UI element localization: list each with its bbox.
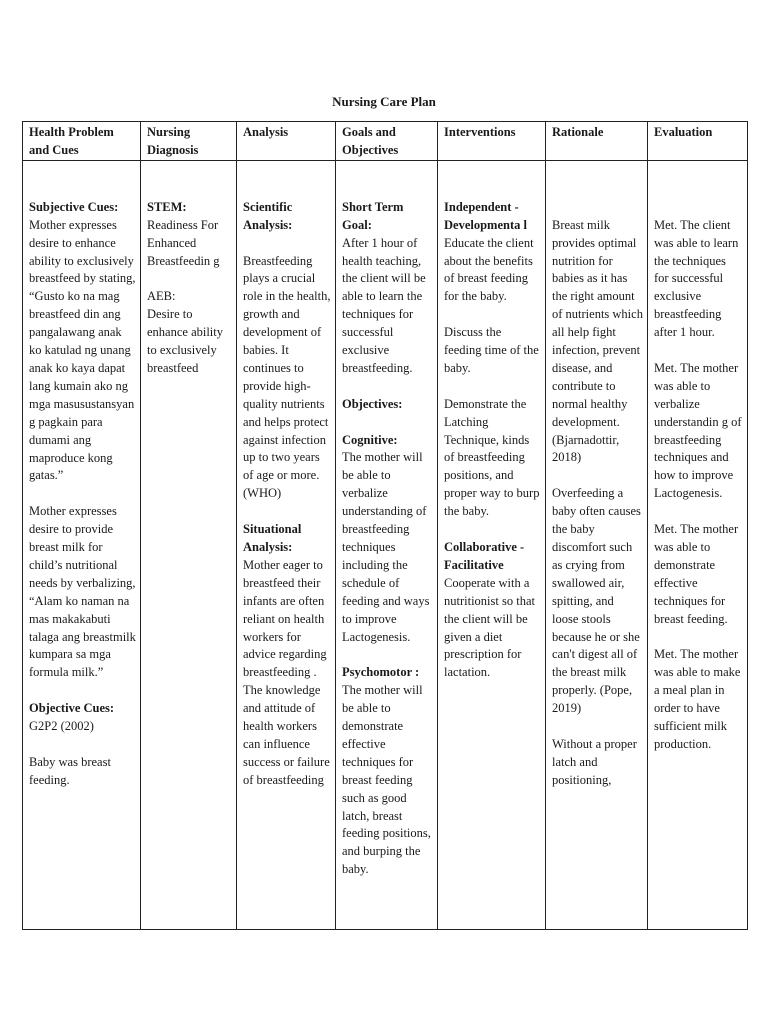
header-nursing-diagnosis: Nursing Diagnosis: [141, 122, 237, 161]
rationale-1: Breast milk provides optimal nutrition for babies as it has the right amount of nutrients which all help fight infection, prevent disease, and contribute to normal healthy development. (Bjarnadottir, 2018): [552, 217, 647, 465]
aeb-label: AEB:: [147, 289, 176, 304]
psychomotor-heading: Psychomotor :: [342, 665, 420, 680]
short-term-goal-text: After 1 hour of health teaching, the client will be able to learn the techniques for successful exclusive breastfeeding.: [342, 235, 429, 375]
short-term-goal-heading: Short Term Goal:: [342, 199, 407, 232]
subjective-cue-1: Mother expresses desire to enhance ability to exclusively breastfeed by stating, “Gusto ko na mag breastfeed din ang pangalawang anak ko katulad ng unang anak ko kaya dapat lang kumain ako ng mga masusustansyan g pagkain para dumami ang maproduce kong gatas.”: [29, 217, 139, 483]
scientific-analysis-text: Breastfeeding plays a crucial role in the health, growth and development of babies. It continues to provide high-quality nutrients and helps protect against infection up to two years of age or more.: [243, 253, 334, 483]
situational-analysis-text: Mother eager to breastfeed their infants are often reliant on health workers for advice regarding breastfeeding . The knowledge and attitude of health workers can influence success or failure of breastfeeding: [243, 557, 333, 787]
objective-cue-2: Baby was breast feeding.: [29, 754, 115, 787]
scientific-analysis-source: (WHO): [243, 486, 282, 501]
nursing-care-plan-table: [22, 121, 748, 930]
stem-text: Readiness For Enhanced Breastfeedin g: [147, 217, 222, 268]
intervention-3: Demonstrate the Latching Technique, kinds of breastfeeding positions, and proper way to burp the baby.: [444, 396, 543, 519]
rationale-cell: [546, 161, 648, 930]
evaluation-cell: [648, 161, 748, 930]
collaborative-text: Cooperate with a nutritionist so that the client will be given a diet prescription for lactation.: [444, 575, 539, 680]
header-goals: Goals and Objectives: [336, 122, 438, 161]
subjective-cue-2: Mother expresses desire to provide breast milk for child’s nutritional needs by verbalizing, “Alam ko naman na mas makakabuti talaga ang breastmilk kumpara sa mga formula milk.”: [29, 504, 140, 680]
evaluation-4: Met. The mother was able to make a meal plan in order to have sufficient milk production.: [654, 647, 744, 751]
cognitive-heading: Cognitive:: [342, 432, 398, 447]
psychomotor-text: The mother will be able to demonstrate effective techniques for breast feeding such as good latch, breast feeding positions, and burping the baby.: [342, 683, 435, 877]
header-evaluation: Evaluation: [648, 122, 748, 161]
goals-cell: [336, 161, 438, 930]
aeb-text: Desire to enhance ability to exclusively breastfeed: [147, 307, 227, 375]
subjective-cues-heading: Subjective Cues:: [29, 199, 119, 214]
objective-cue-1: G2P2 (2002): [29, 719, 94, 734]
rationale-2: Overfeeding a baby often causes the baby discomfort such as crying from swallowed air, spitting, and loose stools because he or she can't digest all of the breast milk properly. (Pope, 2019): [552, 486, 644, 716]
evaluation-2: Met. The mother was able to verbalize understandin g of breastfeeding techniques and how to improve Lactogenesis.: [654, 360, 745, 501]
page-title: Nursing Care Plan: [332, 94, 436, 109]
header-rationale: Rationale: [546, 122, 648, 161]
situational-analysis-heading: Situational Analysis:: [243, 522, 304, 554]
evaluation-1: Met. The client was able to learn the techniques for successful exclusive breastfeeding after 1 hour.: [654, 217, 742, 340]
cognitive-text: The mother will be able to verbalize understanding of breastfeeding techniques including the schedule of feeding and ways to improve Lactogenesis.: [342, 450, 433, 644]
analysis-cell: [237, 161, 336, 930]
intervention-1: Educate the client about the benefits of breast feeding for the baby.: [444, 235, 537, 304]
header-interventions: Interventions: [438, 122, 546, 161]
cues-cell: [23, 161, 141, 930]
diagnosis-cell: [141, 161, 237, 930]
table-row: [23, 161, 748, 930]
header-analysis: Analysis: [237, 122, 336, 161]
objective-cues-heading: Objective Cues:: [29, 701, 115, 716]
independent-heading: Independent - Developmenta l: [444, 199, 527, 232]
evaluation-3: Met. The mother was able to demonstrate effective techniques for breast feeding.: [654, 522, 742, 626]
rationale-3: Without a proper latch and positioning,: [552, 736, 641, 787]
intervention-2: Discuss the feeding time of the baby.: [444, 325, 542, 375]
header-health-problem: Health Problem and Cues: [23, 122, 141, 161]
collaborative-heading: Collaborative - Facilitative: [444, 539, 528, 572]
interventions-cell: [438, 161, 546, 930]
objectives-heading: Objectives:: [342, 396, 403, 411]
stem-heading: STEM:: [147, 199, 187, 214]
header-row: [23, 122, 748, 161]
scientific-analysis-heading: Scientific Analysis:: [243, 199, 295, 232]
